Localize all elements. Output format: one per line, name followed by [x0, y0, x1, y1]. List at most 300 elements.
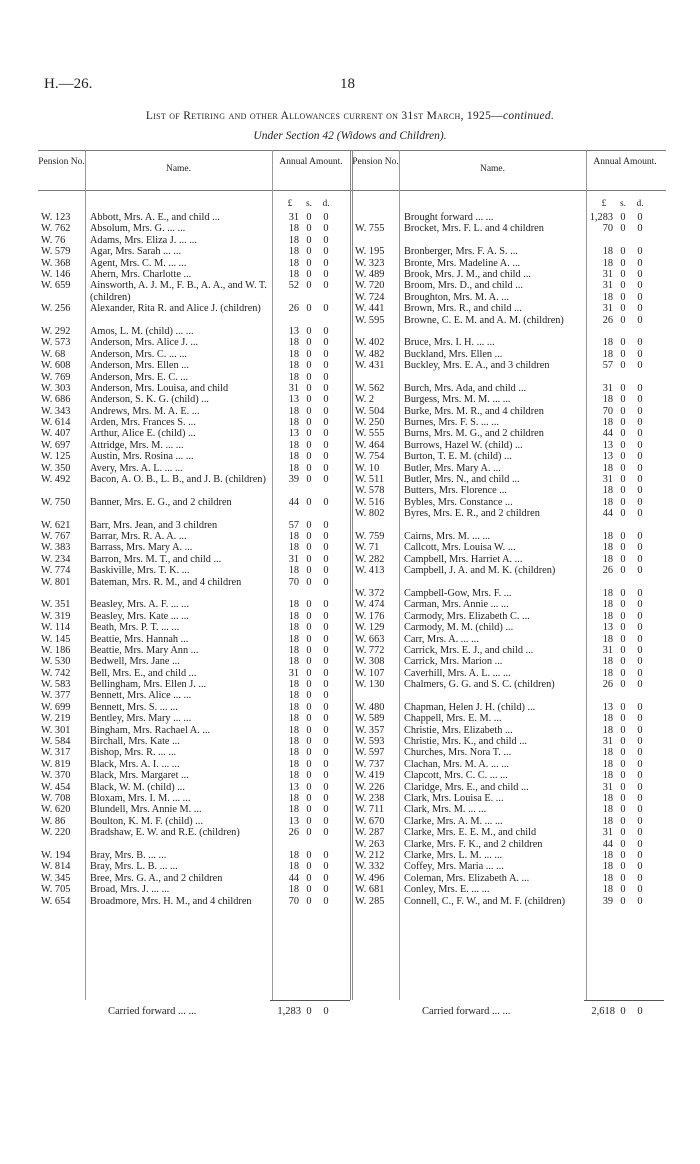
- amount-pounds: 18: [602, 884, 613, 896]
- amount-shillings: 0: [620, 884, 626, 896]
- pension-number: W. 708: [41, 793, 71, 804]
- pension-number: W. 86: [41, 815, 66, 827]
- amount-shillings: 0: [306, 496, 312, 508]
- pension-number: W. 2: [355, 394, 375, 406]
- amount-pounds: 44: [602, 428, 613, 440]
- amount-pence: 0: [323, 394, 329, 406]
- allowee-name: Coleman, Mrs. Elizabeth A. ...: [404, 872, 530, 884]
- amount-pounds: 13: [602, 701, 613, 713]
- amount-pence: 0: [323, 713, 329, 725]
- table-row: [38, 383, 352, 394]
- pension-number: W. 441: [355, 303, 385, 315]
- unit-pence: d.: [322, 199, 330, 209]
- allowee-name: Clarke, Mrs. L. M. ... ...: [404, 849, 503, 861]
- amount-pounds: 18: [288, 599, 299, 611]
- table-row: [38, 235, 352, 246]
- pension-number: W. 212: [355, 849, 385, 861]
- allowee-name: Agent, Mrs. C. M. ... ...: [90, 257, 187, 269]
- allowee-name: Bronberger, Mrs. F. A. S. ...: [404, 246, 518, 258]
- table-row: [38, 884, 352, 895]
- allowee-name: Burch, Mrs. Ada, and child ...: [404, 382, 527, 394]
- amount-pence: 0: [323, 371, 329, 383]
- allowee-name: Bruce, Mrs. I. H. ... ...: [404, 337, 495, 349]
- pension-number: W. 125: [41, 451, 71, 463]
- col-header-name: Name.: [165, 164, 192, 174]
- allowee-name: Connell, C., F. W., and M. F. (children): [404, 895, 566, 907]
- amount-shillings: 0: [620, 508, 626, 520]
- amount-pounds: 31: [602, 303, 613, 315]
- table-row: [352, 713, 666, 724]
- amount-pence: 0: [637, 667, 643, 679]
- table-row: [352, 599, 666, 610]
- pension-number: W. 578: [355, 485, 385, 497]
- amount-pence: 0: [637, 280, 643, 292]
- amount-shillings: 0: [306, 679, 312, 691]
- amount-shillings: 0: [620, 793, 626, 805]
- table-row: [38, 599, 352, 610]
- amount-pounds: 44: [288, 872, 299, 884]
- amount-pence: 0: [323, 223, 329, 235]
- amount-pounds: 18: [602, 587, 613, 599]
- amount-shillings: 0: [306, 565, 312, 577]
- pension-number: W. 357: [355, 724, 385, 736]
- amount-shillings: 0: [620, 599, 626, 611]
- amount-pence: 0: [637, 223, 643, 235]
- amount-pounds: 13: [288, 428, 299, 440]
- amount-shillings: 0: [620, 223, 626, 235]
- amount-shillings: 0: [306, 439, 312, 451]
- table-row: [352, 497, 666, 508]
- amount-pence: 0: [637, 747, 643, 759]
- allowee-name: Caverhill, Mrs. A. L. ... ...: [404, 667, 511, 679]
- amount-pence: 0: [323, 690, 329, 702]
- amount-pence: 0: [637, 713, 643, 725]
- pension-number: W. 343: [41, 405, 71, 417]
- table-row: [352, 258, 666, 269]
- amount-pounds: 18: [288, 223, 299, 235]
- amount-shillings: 0: [306, 553, 312, 565]
- table-row: [352, 816, 666, 827]
- table-row: [38, 497, 352, 520]
- amount-pence: 0: [323, 747, 329, 759]
- pension-number: W. 332: [355, 861, 385, 873]
- allowee-name: Attridge, Mrs. M. ... ...: [90, 439, 184, 451]
- amount-pence: 0: [323, 827, 329, 839]
- table-row: [38, 554, 352, 565]
- amount-shillings: 0: [620, 496, 626, 508]
- pension-number: W. 345: [41, 872, 71, 884]
- amount-pounds: 31: [602, 268, 613, 280]
- amount-pounds: 18: [602, 724, 613, 736]
- amount-shillings: 0: [620, 303, 626, 315]
- allowee-name: Barr, Mrs. Jean, and 3 children: [90, 519, 218, 531]
- amount-pence: 0: [323, 496, 329, 508]
- amount-pounds: 18: [288, 679, 299, 691]
- table-row: [352, 406, 666, 417]
- table-row: [38, 622, 352, 633]
- table-row: [352, 463, 666, 474]
- amount-shillings: 0: [620, 439, 626, 451]
- amount-pence: 0: [637, 815, 643, 827]
- table-row: [38, 223, 352, 234]
- allowee-name: Butler, Mrs. Mary A. ...: [404, 462, 501, 474]
- pension-number: W. 350: [41, 462, 71, 474]
- amount-pounds: 18: [288, 542, 299, 554]
- table-row: [38, 725, 352, 736]
- amount-pounds: 18: [602, 713, 613, 725]
- amount-pence: 0: [637, 508, 643, 520]
- amount-shillings: 0: [620, 212, 626, 223]
- amount-pence: 0: [637, 496, 643, 508]
- amount-shillings: 0: [306, 451, 312, 463]
- pension-number: W. 71: [355, 542, 380, 554]
- amount-shillings: 0: [306, 736, 312, 748]
- amount-shillings: 0: [620, 758, 626, 770]
- amount-pence: 0: [637, 405, 643, 417]
- amount-pence: 0: [323, 679, 329, 691]
- amount-pounds: 18: [602, 770, 613, 782]
- amount-pounds: 18: [602, 815, 613, 827]
- table-row: [38, 861, 352, 872]
- amount-shillings: 0: [306, 667, 312, 679]
- table-row: [38, 440, 352, 451]
- amount-pounds: 18: [602, 633, 613, 645]
- amount-pence: 0: [637, 451, 643, 463]
- amount-pounds: 18: [602, 348, 613, 360]
- allowee-name: Anderson, Mrs. E. C. ...: [90, 371, 189, 383]
- amount-pence: 0: [323, 428, 329, 440]
- pension-number: W. 285: [355, 895, 385, 907]
- amount-pounds: 18: [288, 633, 299, 645]
- amount-pence: 0: [637, 314, 643, 326]
- table-row: [38, 463, 352, 474]
- allowee-name: Banner, Mrs. E. G., and 2 children: [90, 496, 232, 508]
- amount-pounds: 18: [288, 531, 299, 542]
- left-column-rows: [38, 212, 352, 918]
- allowee-name: Anderson, Mrs. C. ... ...: [90, 348, 187, 360]
- amount-pence: 0: [323, 804, 329, 816]
- table-row: [352, 394, 666, 405]
- amount-pence: 0: [637, 610, 643, 622]
- amount-pounds: 18: [288, 451, 299, 463]
- amount-shillings: 0: [620, 268, 626, 280]
- pension-number: W. 584: [41, 736, 71, 748]
- document-title: [0, 110, 700, 122]
- amount-shillings: 0: [306, 895, 312, 907]
- amount-pounds: 18: [288, 439, 299, 451]
- amount-pounds: 18: [288, 804, 299, 816]
- amount-shillings: 0: [306, 827, 312, 839]
- pension-number: W. 767: [41, 531, 71, 542]
- amount-pounds: 18: [602, 485, 613, 497]
- amount-shillings: 0: [620, 747, 626, 759]
- table-row: [38, 269, 352, 280]
- pension-number: W. 593: [355, 736, 385, 748]
- title-main: List of Retiring and other Allowances current on 31st March, 1925—: [145, 110, 503, 122]
- allowee-name: Campbell, J. A. and M. K. (children): [404, 565, 556, 577]
- amount-pounds: 18: [602, 462, 613, 474]
- allowee-name: Clarke, Mrs. F. K., and 2 children: [404, 838, 543, 850]
- amount-shillings: 0: [620, 587, 626, 599]
- amount-pence: 0: [637, 701, 643, 713]
- allowee-name: Coffey, Mrs. Maria ... ...: [404, 861, 504, 873]
- amount-shillings: 0: [620, 644, 626, 656]
- table-row: [38, 542, 352, 553]
- allowances-table: [38, 150, 666, 1140]
- table-row: [352, 451, 666, 462]
- amount-pence: 0: [637, 895, 643, 907]
- amount-pence: 0: [323, 474, 329, 486]
- amount-pence: 0: [637, 553, 643, 565]
- amount-pounds: 13: [602, 451, 613, 463]
- table-row: [38, 280, 352, 303]
- amount-pounds: 18: [288, 360, 299, 372]
- table-row: [38, 565, 352, 576]
- amount-pounds: 18: [602, 394, 613, 406]
- allowee-name: Campbell-Gow, Mrs. F. ...: [404, 587, 512, 599]
- allowee-name: Brown, Mrs. R., and child ...: [404, 303, 522, 315]
- allowee-name: Anderson, Mrs. Alice J. ...: [90, 337, 199, 349]
- amount-pounds: 26: [288, 303, 299, 315]
- amount-pounds: 18: [602, 861, 613, 873]
- table-row: [352, 337, 666, 348]
- amount-pounds: 18: [288, 246, 299, 258]
- amount-shillings: 0: [306, 781, 312, 793]
- amount-pence: 0: [637, 838, 643, 850]
- carried-forward-pounds: 2,618: [591, 1006, 615, 1017]
- table-row: [38, 668, 352, 679]
- allowee-name: Bennett, Mrs. Alice ... ...: [90, 690, 192, 702]
- amount-shillings: 0: [620, 382, 626, 394]
- allowee-name: Chalmers, G. G. and S. C. (children): [404, 679, 555, 691]
- amount-pounds: 70: [288, 576, 299, 588]
- pension-number: W. 402: [355, 337, 385, 349]
- table-row: [352, 223, 666, 246]
- amount-pence: 0: [323, 519, 329, 531]
- pension-number: W. 226: [355, 781, 385, 793]
- pension-number: W. 145: [41, 633, 71, 645]
- amount-pence: 0: [323, 337, 329, 349]
- amount-pounds: 18: [602, 531, 613, 542]
- allowee-name: Ahern, Mrs. Charlotte ...: [90, 268, 192, 280]
- pension-number: W. 589: [355, 713, 385, 725]
- amount-pounds: 18: [288, 713, 299, 725]
- table-row: [352, 542, 666, 553]
- amount-shillings: 0: [620, 348, 626, 360]
- table-row: [38, 258, 352, 269]
- amount-shillings: 0: [306, 223, 312, 235]
- table-row: [352, 668, 666, 679]
- amount-shillings: 0: [620, 622, 626, 634]
- amount-pounds: 18: [288, 724, 299, 736]
- amount-shillings: 0: [306, 234, 312, 246]
- pension-number: W. 620: [41, 804, 71, 816]
- amount-pence: 0: [637, 531, 643, 542]
- amount-shillings: 0: [306, 849, 312, 861]
- amount-pence: 0: [637, 291, 643, 303]
- amount-pence: 0: [323, 736, 329, 748]
- pension-number: W. 754: [355, 451, 385, 463]
- amount-shillings: 0: [620, 736, 626, 748]
- allowee-name: Butters, Mrs. Florence ...: [404, 485, 507, 497]
- amount-pounds: 18: [288, 348, 299, 360]
- amount-shillings: 0: [620, 280, 626, 292]
- allowee-name: Burrows, Hazel W. (child) ...: [404, 439, 523, 451]
- carried-forward-shillings: 0: [620, 1006, 626, 1017]
- allowee-name: Bray, Mrs. L. B. ... ...: [90, 861, 178, 873]
- amount-shillings: 0: [620, 428, 626, 440]
- allowee-name: Arden, Mrs. Frances S. ...: [90, 417, 196, 429]
- pension-number: W. 250: [355, 417, 385, 429]
- amount-shillings: 0: [306, 257, 312, 269]
- pension-number: W. 659: [41, 280, 71, 292]
- allowee-name: Conley, Mrs. E. ... ...: [404, 884, 490, 896]
- amount-shillings: 0: [620, 610, 626, 622]
- allowee-name: Clark, Mrs. Louisa E. ...: [404, 793, 504, 805]
- amount-shillings: 0: [620, 257, 626, 269]
- amount-pence: 0: [637, 587, 643, 599]
- pension-number: W. 238: [355, 793, 385, 805]
- amount-pounds: 18: [288, 747, 299, 759]
- table-row: [38, 303, 352, 326]
- allowee-name: Amos, L. M. (child) ... ...: [90, 325, 194, 337]
- table-row: [352, 804, 666, 815]
- col-header-name: Name.: [479, 164, 506, 174]
- allowee-name: Black, Mrs. A. I. ... ...: [90, 758, 180, 770]
- allowee-name: Black, W. M. (child) ...: [90, 781, 185, 793]
- allowee-name: Barrass, Mrs. Mary A. ...: [90, 542, 193, 554]
- amount-pence: 0: [323, 701, 329, 713]
- amount-pounds: 18: [602, 246, 613, 258]
- amount-shillings: 0: [620, 679, 626, 691]
- table-row: [38, 337, 352, 348]
- amount-pounds: 18: [602, 793, 613, 805]
- amount-pounds: 18: [288, 793, 299, 804]
- amount-pounds: 31: [602, 382, 613, 394]
- amount-pounds: 26: [288, 827, 299, 839]
- table-row: [38, 634, 352, 645]
- amount-pence: 0: [323, 462, 329, 474]
- amount-pence: 0: [323, 884, 329, 896]
- amount-shillings: 0: [306, 474, 312, 486]
- pension-number: W. 555: [355, 428, 385, 440]
- amount-pounds: 18: [288, 656, 299, 668]
- amount-shillings: 0: [306, 656, 312, 668]
- pension-number: W. 755: [355, 223, 385, 235]
- carried-forward-pence: 0: [637, 1006, 643, 1017]
- document-subtitle: Under Section 42 (Widows and Children).: [253, 130, 447, 142]
- amount-pounds: 18: [288, 736, 299, 748]
- amount-pence: 0: [637, 644, 643, 656]
- amount-pounds: 18: [288, 257, 299, 269]
- allowee-name: Beattie, Mrs. Hannah ...: [90, 633, 189, 645]
- table-row: [352, 850, 666, 861]
- amount-pounds: 13: [288, 815, 299, 827]
- amount-pounds: 18: [602, 656, 613, 668]
- allowee-name: Broughton, Mrs. M. A. ...: [404, 291, 509, 303]
- amount-shillings: 0: [306, 462, 312, 474]
- table-row: [352, 508, 666, 531]
- pension-number: W. 219: [41, 713, 71, 725]
- allowee-name: Bradshaw, E. W. and R.E. (children): [90, 827, 240, 839]
- amount-pounds: 18: [288, 758, 299, 770]
- carried-forward-shillings: 0: [306, 1006, 312, 1017]
- amount-shillings: 0: [306, 212, 312, 223]
- amount-shillings: 0: [306, 872, 312, 884]
- pension-number: W. 383: [41, 542, 71, 554]
- pension-number: W. 419: [355, 770, 385, 782]
- pension-number: W. 256: [41, 303, 71, 315]
- pension-number: W. 114: [41, 622, 70, 634]
- amount-pence: 0: [323, 599, 329, 611]
- carried-forward-label: Carried forward ... ...: [108, 1006, 197, 1017]
- col-header-annual-amount: Annual Amount.: [593, 157, 657, 167]
- title-continued: continued.: [502, 110, 555, 122]
- amount-pounds: 18: [602, 553, 613, 565]
- amount-pence: 0: [323, 234, 329, 246]
- pension-number: W. 774: [41, 565, 71, 577]
- pension-number: W. 663: [355, 633, 385, 645]
- table-row: [38, 531, 352, 542]
- amount-pence: 0: [323, 781, 329, 793]
- amount-pence: 0: [323, 451, 329, 463]
- table-row: [352, 474, 666, 485]
- amount-shillings: 0: [306, 360, 312, 372]
- amount-pounds: 18: [288, 462, 299, 474]
- pension-number: W. 530: [41, 656, 71, 668]
- table-row: [352, 383, 666, 394]
- amount-pounds: 13: [288, 394, 299, 406]
- amount-shillings: 0: [620, 872, 626, 884]
- amount-shillings: 0: [306, 622, 312, 634]
- pension-number: W. 750: [41, 496, 71, 508]
- table-row: [38, 246, 352, 257]
- pension-number: W. 464: [355, 439, 385, 451]
- pension-number: W. 711: [355, 804, 384, 816]
- amount-pence: 0: [637, 257, 643, 269]
- amount-pence: 0: [637, 268, 643, 280]
- allowee-name: Bedwell, Mrs. Jane ...: [90, 656, 180, 668]
- allowee-name: Absolum, Mrs. G. ... ...: [90, 223, 186, 235]
- table-row: [38, 713, 352, 724]
- amount-shillings: 0: [306, 417, 312, 429]
- amount-pence: 0: [637, 724, 643, 736]
- amount-shillings: 0: [620, 849, 626, 861]
- table-row: [38, 770, 352, 781]
- pension-number: W. 496: [355, 872, 385, 884]
- pension-number: W. 614: [41, 417, 71, 429]
- amount-shillings: 0: [306, 713, 312, 725]
- amount-pounds: 1,283: [589, 212, 613, 223]
- allowee-name: Burke, Mrs. M. R., and 4 children: [404, 405, 544, 417]
- allowee-name: Bacon, A. O. B., L. B., and J. B. (children): [90, 474, 266, 486]
- allowee-name: Beasley, Mrs. A. F. ... ...: [90, 599, 189, 611]
- amount-shillings: 0: [306, 747, 312, 759]
- table-row: [38, 896, 352, 919]
- table-row: [352, 861, 666, 872]
- pension-number: W. 492: [41, 474, 71, 486]
- amount-pounds: 18: [602, 337, 613, 349]
- amount-shillings: 0: [306, 268, 312, 280]
- table-row: [38, 474, 352, 497]
- amount-pence: 0: [637, 736, 643, 748]
- pension-number: W. 705: [41, 884, 71, 896]
- table-row: [38, 451, 352, 462]
- amount-pounds: 52: [288, 280, 299, 292]
- amount-pounds: 18: [288, 371, 299, 383]
- table-row: [352, 793, 666, 804]
- table-row: [38, 326, 352, 337]
